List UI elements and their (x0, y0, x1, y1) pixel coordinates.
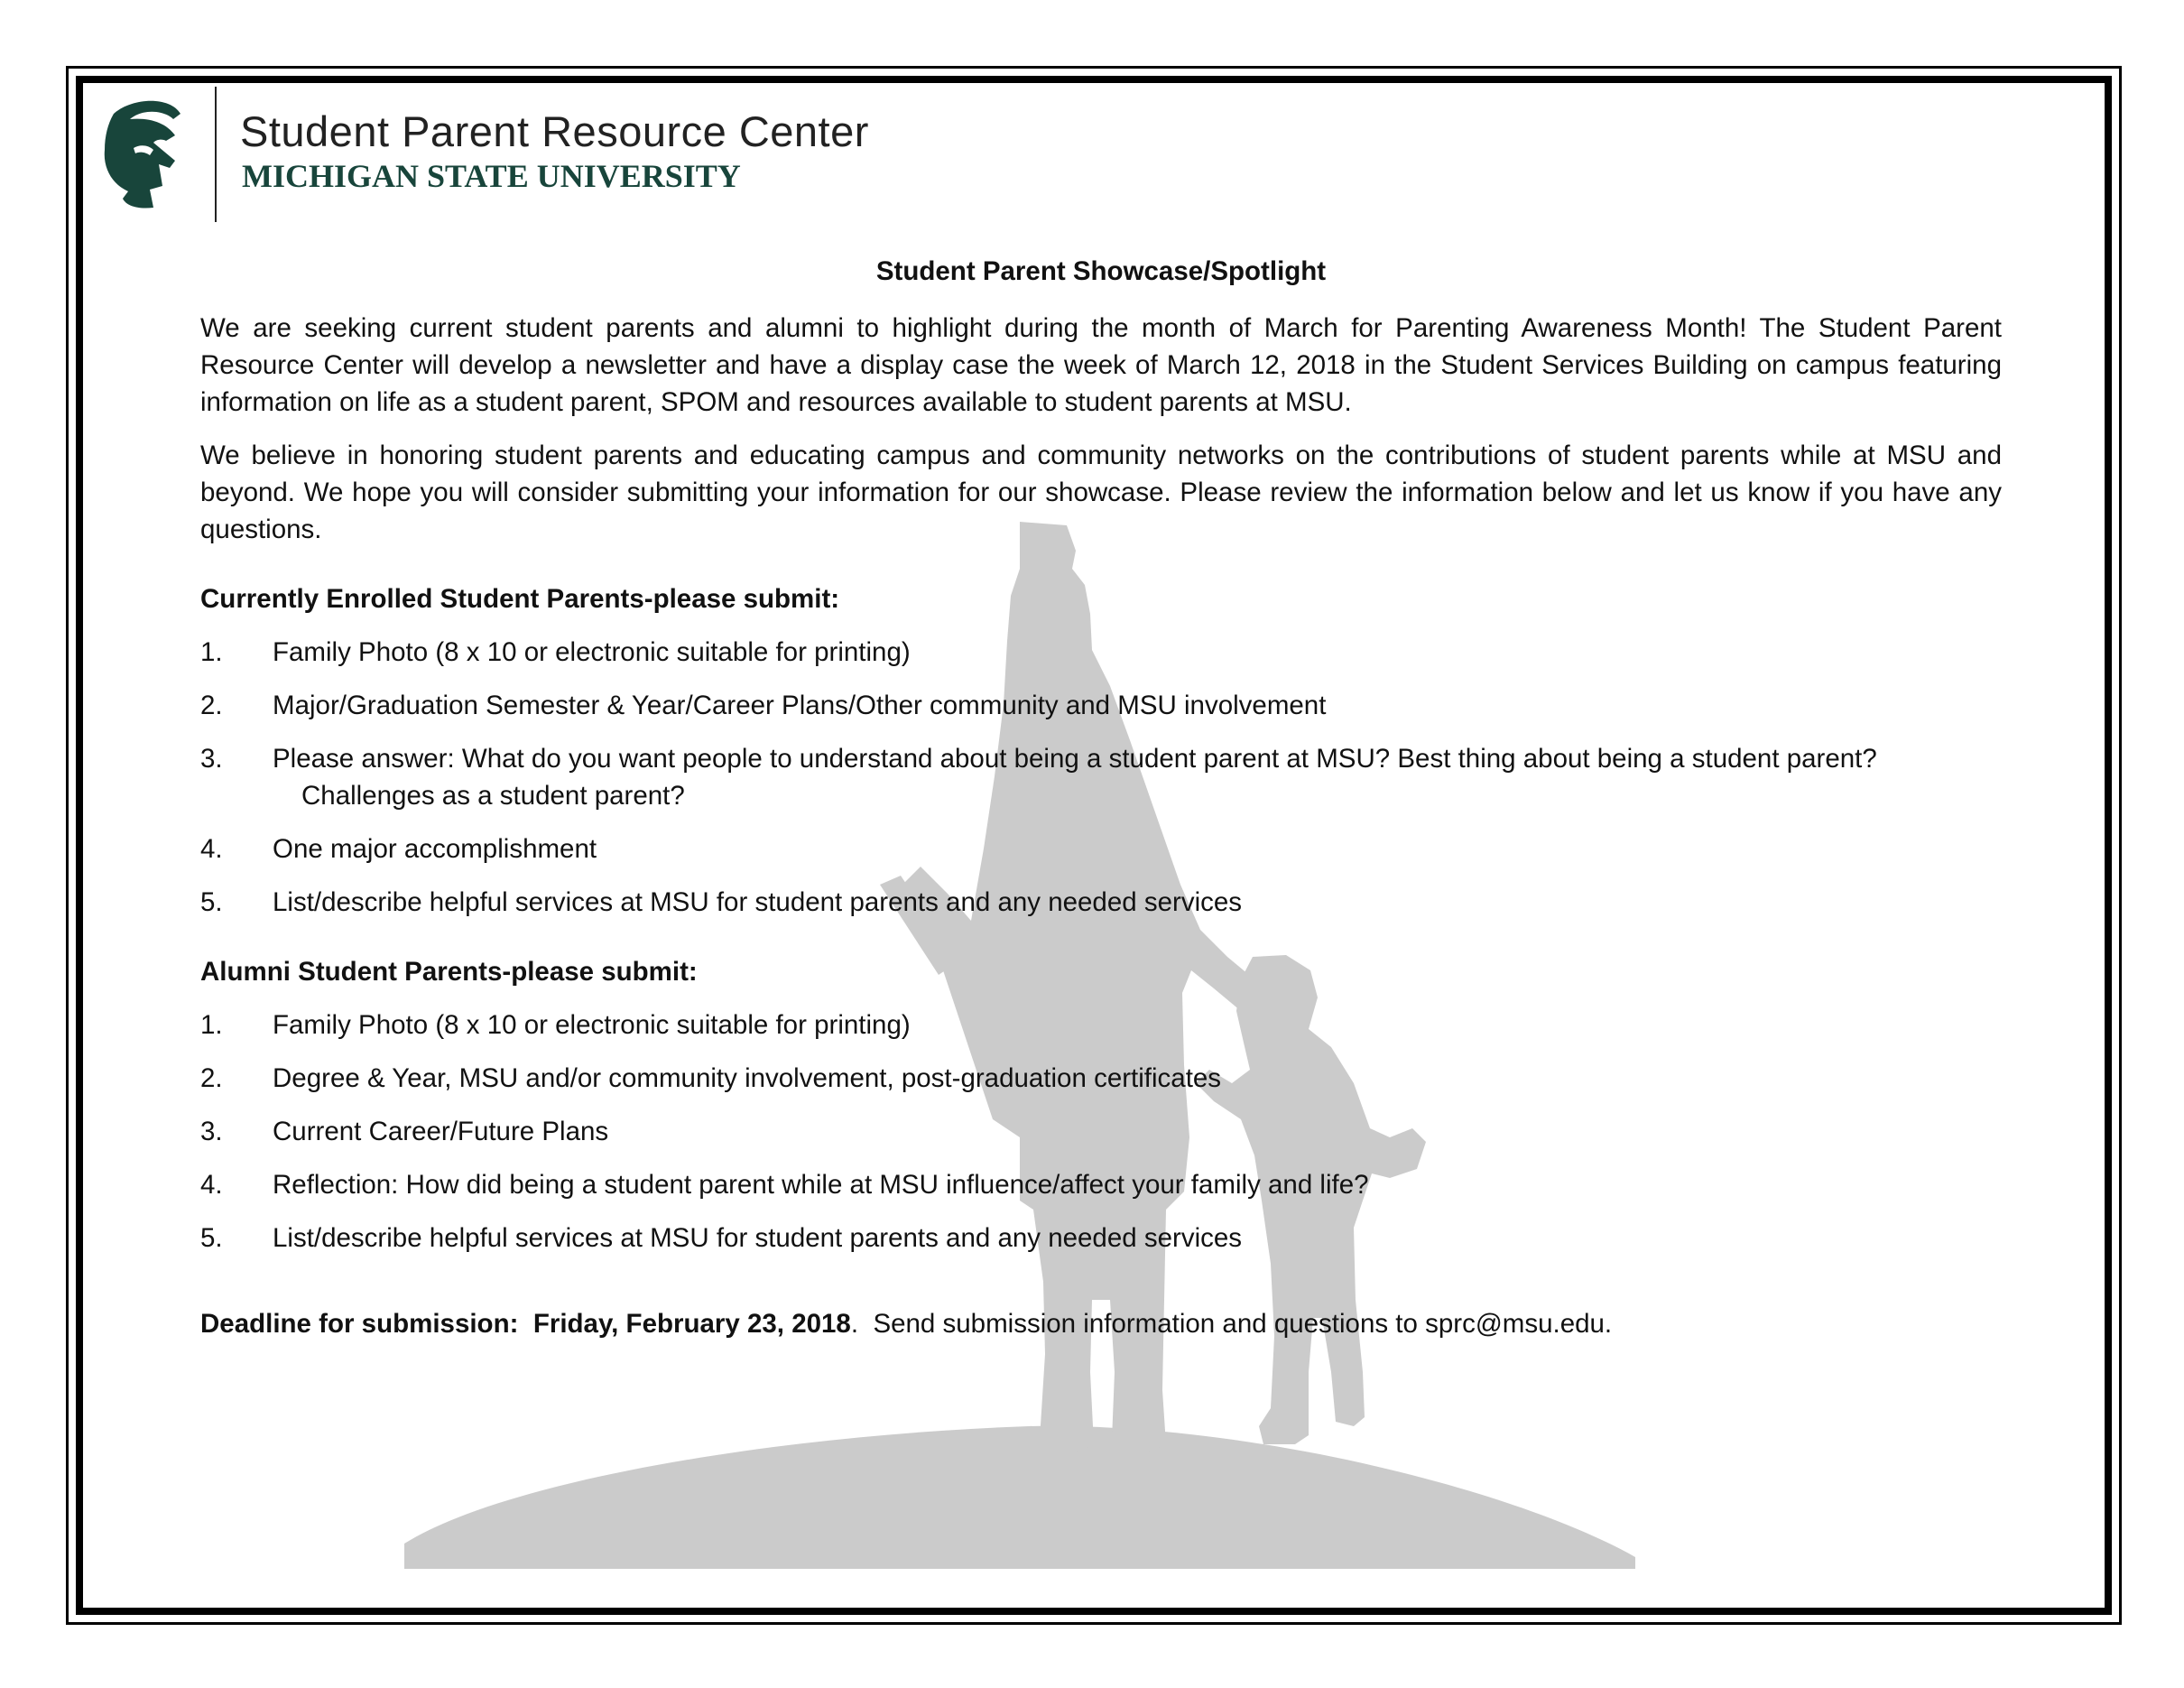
list-number: 4. (200, 1170, 223, 1200)
list-number: 5. (200, 1223, 223, 1253)
logo-divider (215, 87, 217, 222)
header (87, 87, 899, 222)
list-number: 1. (200, 637, 223, 667)
list-number: 3. (200, 1117, 223, 1146)
list-number: 2. (200, 1063, 223, 1093)
alumni-section-heading: Alumni Student Parents-please submit: (200, 957, 698, 987)
list-item (200, 1166, 2002, 1203)
deadline-date: Friday, February 23, 2018 (532, 1309, 851, 1339)
university-name: MICHIGAN STATE UNIVERSITY (242, 158, 741, 194)
list-text: One major accomplishment (273, 834, 597, 864)
second-paragraph: We believe in honoring student parents and educating campus and community networks on the contributions of student parents while at MSU and beyond. We hope you will consider submitting your information for our showcase. Please review the information below and let us know if you have any questions. (200, 441, 2002, 544)
deadline-line (200, 1305, 2002, 1342)
list-number: 2. (200, 691, 223, 720)
list-text-continuation: Challenges as a student parent? (301, 781, 685, 811)
list-number: 4. (200, 834, 223, 864)
list-item (200, 687, 2002, 724)
list-text: Major/Graduation Semester & Year/Career Plans/Other community and MSU involvement (273, 691, 1327, 720)
spartan-helmet-icon (87, 96, 186, 213)
list-item (200, 830, 2002, 867)
list-text: Degree & Year, MSU and/or community involvement, post-graduation certificates (273, 1063, 1222, 1093)
list-item (200, 1060, 2002, 1097)
deadline-label: Deadline for submission: (200, 1309, 519, 1339)
list-text: List/describe helpful services at MSU for student parents and any needed services (273, 1223, 1243, 1253)
deadline-instructions: Send submission information and questions to sprc@msu.edu. (873, 1309, 1613, 1339)
list-item (200, 1006, 2002, 1043)
document-body (200, 253, 2002, 1342)
list-item (200, 740, 2002, 814)
deadline-period: . (850, 1309, 859, 1339)
current-section-heading: Currently Enrolled Student Parents-please submit: (200, 584, 840, 614)
list-text: Reflection: How did being a student parent while at MSU influence/affect your family and life? (273, 1170, 1369, 1200)
list-text: Current Career/Future Plans (273, 1117, 609, 1146)
list-item (200, 1220, 2002, 1257)
list-text: Please answer: What do you want people to understand about being a student parent at MSU? Best thing about being a student parent? (273, 744, 1877, 774)
list-number: 5. (200, 887, 223, 917)
intro-paragraph: We are seeking current student parents and alumni to highlight during the month of March for Parenting Awareness Month! The Student Parent Resource Center will develop a newsletter and have a display case the week of March 12, 2018 in the Student Services Building on campus featuring information on life as a student parent, SPOM and resources available to student parents at MSU. (200, 313, 2002, 417)
list-item (200, 634, 2002, 671)
list-item (200, 884, 2002, 921)
document-title: Student Parent Showcase/Spotlight (875, 256, 1327, 286)
list-text: Family Photo (8 x 10 or electronic suitable for printing) (273, 637, 911, 667)
list-number: 1. (200, 1010, 223, 1040)
org-name: Student Parent Resource Center (240, 107, 869, 155)
list-item (200, 1113, 2002, 1150)
list-text: Family Photo (8 x 10 or electronic suitable for printing) (273, 1010, 911, 1040)
list-text: List/describe helpful services at MSU for student parents and any needed services (273, 887, 1243, 917)
list-number: 3. (200, 744, 223, 774)
